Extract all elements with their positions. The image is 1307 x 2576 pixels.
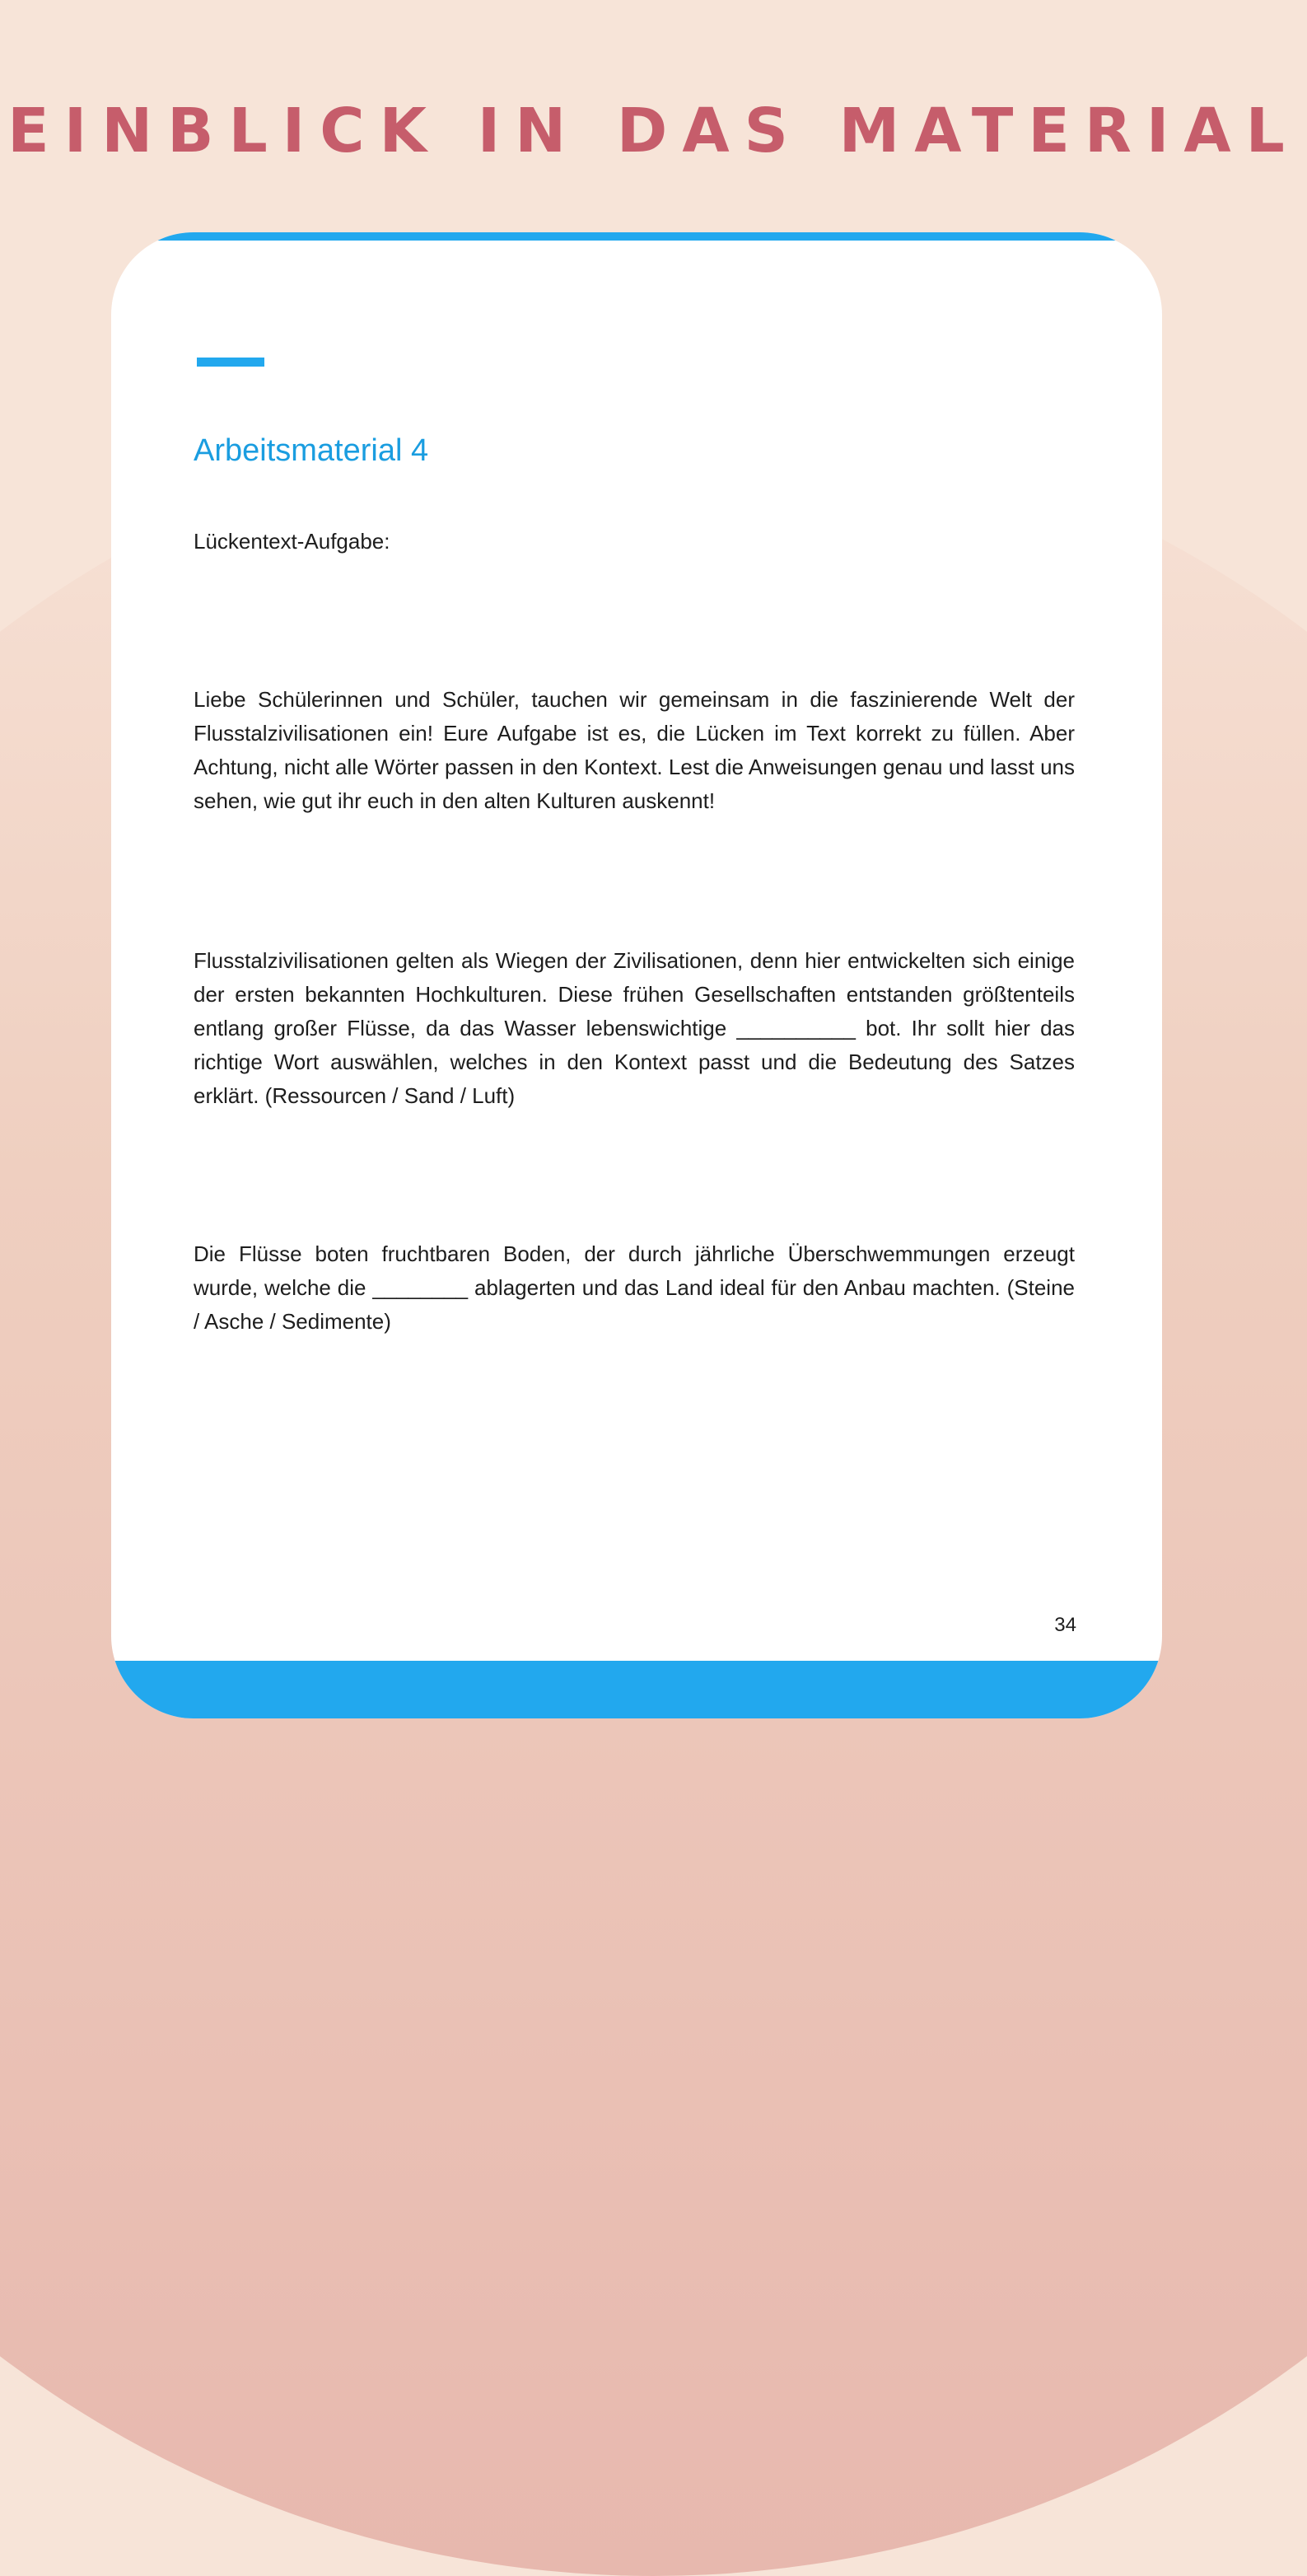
card-top-bar [111,232,1162,241]
material-card [111,232,1162,1718]
task-label: Lückentext-Aufgabe: [194,529,390,554]
gap-text-paragraph-2: Die Flüsse boten fruchtbaren Boden, der durch jährliche Überschwemmungen erzeugt wurde, welche die ________ ablagerten und das Land ideal für den Anbau machten. (Steine / Asche / Sedimente) [194,1241,1075,1334]
material-title: Arbeitsmaterial 4 [194,433,429,468]
page-heading: EINBLICK IN DAS MATERIAL [7,96,1300,166]
intro-paragraph: Liebe Schülerinnen und Schüler, tauchen wir gemeinsam in die faszinierende Welt der Flusstalzivilisationen ein! Eure Aufgabe ist es, die Lücken im Text korrekt zu füllen. Aber Achtung, nicht alle Wörter passen in den Kontext. Lest die Anweisungen genau und lasst uns sehen, wie gut ihr euch in den alten Kulturen auskennt! [194,687,1075,813]
gap-text-paragraph-1: Flusstalzivilisationen gelten als Wiegen der Zivilisationen, denn hier entwickelten sich einige der ersten bekannten Hochkulturen. Diese frühen Gesellschaften entstanden größtenteils entlang großer Flüsse, da das Wasser lebenswichtige __________ bot. Ihr sollt hier das richtige Wort auswählen, welches in den Kontext passt und die Bedeutung des Satzes erklärt. (Ressourcen / Sand / Luft) [194,948,1075,1108]
page-number: 34 [1054,1614,1076,1636]
accent-dash [197,358,264,367]
card-bottom-bar [111,1661,1162,1718]
